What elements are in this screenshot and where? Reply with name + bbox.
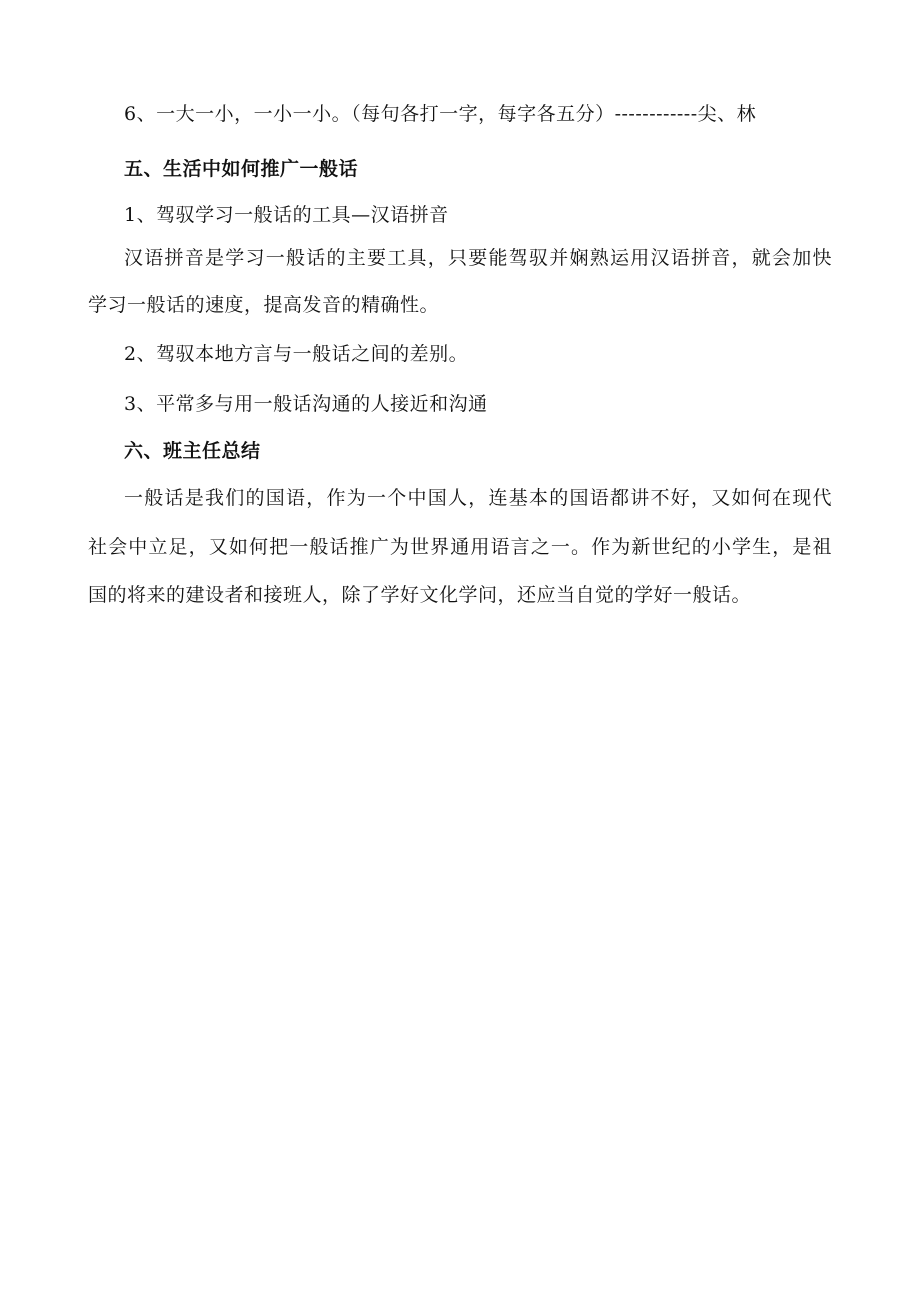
section5-item3: 3、平常多与用一般话沟通的人接近和沟通 bbox=[124, 393, 488, 415]
section5-item1-title: 1、驾驭学习一般话的工具—汉语拼音 bbox=[124, 204, 449, 226]
section6-body-line3: 国的将来的建设者和接班人，除了学好文化学问，还应当自觉的学好一般话。 bbox=[88, 584, 752, 606]
section5-item1-body-line1: 汉语拼音是学习一般话的主要工具，只要能驾驭并娴熟运用汉语拼音，就会加快 bbox=[124, 247, 832, 269]
section5-item2: 2、驾驭本地方言与一般话之间的差别。 bbox=[124, 343, 469, 365]
riddle-line: 6、一大一小，一小一小。（每句各打一字，每字各五分）------------尖、林 bbox=[124, 103, 757, 125]
section5-heading: 五、生活中如何推广一般话 bbox=[124, 158, 359, 180]
section5-item1-body-line2: 学习一般话的速度，提高发音的精确性。 bbox=[88, 294, 440, 316]
section6-body-line2: 社会中立足，又如何把一般话推广为世界通用语言之一。作为新世纪的小学生，是祖 bbox=[88, 536, 832, 558]
section6-body-line1: 一般话是我们的国语，作为一个中国人，连基本的国语都讲不好，又如何在现代 bbox=[124, 487, 832, 509]
section6-heading: 六、班主任总结 bbox=[124, 440, 261, 462]
